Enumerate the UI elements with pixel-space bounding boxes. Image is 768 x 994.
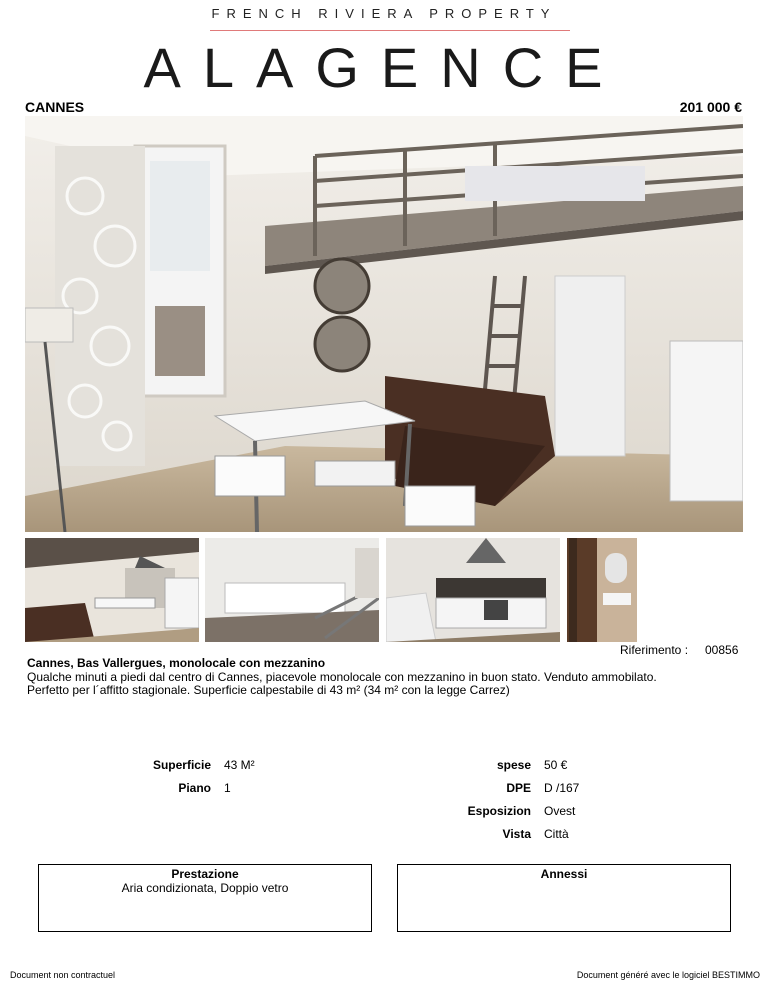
thumbnail-photo-kitchen[interactable] — [386, 538, 560, 642]
prestazione-text: Aria condizionata, Doppio vetro — [121, 881, 289, 895]
prestazione-title: Prestazione — [171, 867, 239, 881]
tagline-divider — [210, 30, 570, 31]
feature-label-vista: Vista — [502, 827, 531, 841]
feature-label-dpe: DPE — [506, 781, 531, 795]
brand-logo: ALAGENCE — [143, 36, 625, 99]
description-line: Qualche minuti a piedi dal centro di Cannes, piacevole monolocale con mezzanino in buon stato. Venduto ammobilato. — [27, 670, 657, 684]
listing-price: 201 000 € — [679, 99, 742, 115]
thumbnail-photo-mezzanine[interactable] — [205, 538, 379, 642]
footer-disclaimer: Document non contractuel — [10, 970, 116, 980]
annessi-box — [397, 864, 731, 932]
description-line: Perfetto per l´affitto stagionale. Superficie calpestabile di 43 m² (34 m² con la legge Carrez) — [27, 683, 510, 697]
feature-label-piano: Piano — [178, 781, 211, 795]
feature-value-spese: 50 € — [544, 758, 568, 772]
annessi-title: Annessi — [540, 867, 588, 881]
feature-label-esposizione: Esposizion — [467, 804, 531, 818]
listing-description — [27, 671, 737, 697]
footer-generator: Document généré avec le logiciel BESTIMMO — [576, 970, 760, 980]
main-property-photo — [25, 116, 743, 532]
thumbnail-photo-bathroom[interactable] — [567, 538, 637, 642]
listing-city: CANNES — [25, 99, 85, 115]
prestazione-box — [38, 864, 372, 932]
brand-tagline: FRENCH RIVIERA PROPERTY — [211, 6, 557, 21]
feature-value-piano: 1 — [224, 781, 231, 795]
feature-value-dpe: D /167 — [544, 781, 580, 795]
listing-title: Cannes, Bas Vallergues, monolocale con mezzanino — [27, 656, 326, 670]
reference-value: 00856 — [705, 643, 739, 657]
feature-value-esposizione: Ovest — [544, 804, 576, 818]
feature-value-superficie: 43 M² — [224, 758, 255, 772]
feature-label-superficie: Superficie — [152, 758, 211, 772]
thumbnail-photo-living[interactable] — [25, 538, 199, 642]
feature-value-vista: Città — [544, 827, 569, 841]
feature-label-spese: spese — [496, 758, 531, 772]
reference-label: Riferimento : — [620, 643, 689, 657]
